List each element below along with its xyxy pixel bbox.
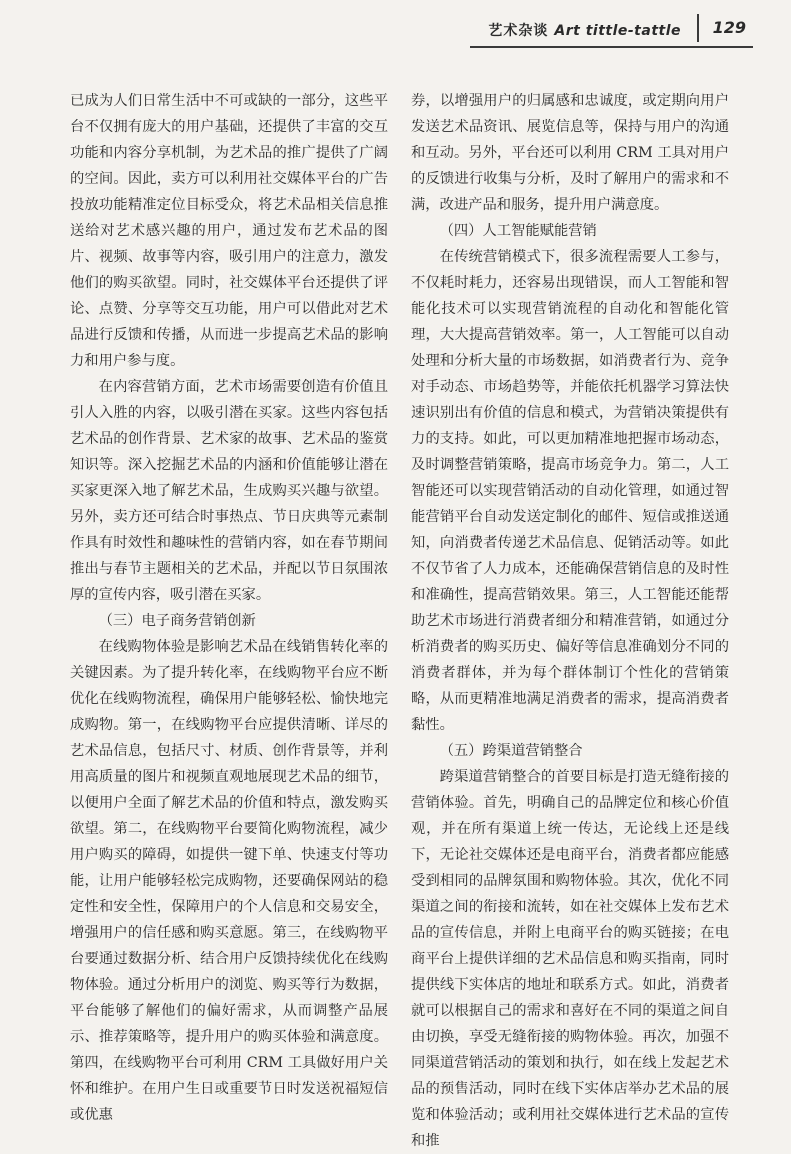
- section-heading: （四）人工智能赋能营销: [439, 223, 597, 239]
- paragraph: 跨渠道营销整合的首要目标是打造无缝衔接的营销体验。首先，明确自己的品牌定位和核心价值观，并在所有渠道上统一传达，无论线上还是线下，无论社交媒体还是电商平台，消费者都应能感受到相同的品牌氛围和购物体验。其次，优化不同渠道之间的衔接和流转，如在社交媒体上发布艺术品的宣传信息，并附上电商平台的购买链接；在电商平台上提供详细的艺术品信息和购买指南，同时提供线下实体店的地址和联系方式。如此，消费者就可以根据自己的需求和喜好在不同的渠道之间自由切换，享受无缝衔接的购物体验。再次，加强不同渠道营销活动的策划和执行，如在线上发起艺术品的预售活动，同时在线下实体店举办艺术品的展览和体验活动；或利用社交媒体进行艺术品的宣传和推: [411, 769, 729, 1149]
- section-title-en: Art tittle-tattle: [554, 23, 681, 39]
- section-title-zh: 艺术杂谈: [488, 23, 549, 39]
- paragraph: 已成为人们日常生活中不可或缺的一部分，这些平台不仅拥有庞大的用户基础，还提供了丰富的交互功能和内容分享机制，为艺术品的推广提供了广阔的空间。因此，卖方可以利用社交媒体平台的广告投放功能精准定位目标受众，将艺术品相关信息推送给对艺术感兴趣的用户，通过发布艺术品的图片、视频、故事等内容，吸引用户的注意力，激发他们的购买欲望。同时，社交媒体平台还提供了评论、点赞、分享等交互功能，用户可以借此对艺术品进行反馈和传播，从而进一步提高艺术品的影响力和用户参与度。: [70, 93, 388, 369]
- page-header: [0, 0, 791, 50]
- section-title: [488, 20, 681, 40]
- right-column: [411, 88, 729, 1154]
- page-number: 129: [712, 18, 746, 37]
- paragraph: 在线购物体验是影响艺术品在线销售转化率的关键因素。为了提升转化率，在线购物平台应不断优化在线购物流程，确保用户能够轻松、愉快地完成购物。第一，在线购物平台应提供清晰、详尽的艺术品信息，包括尺寸、材质、创作背景等，并利用高质量的图片和视频直观地展现艺术品的细节，以便用户全面了解艺术品的价值和特点，激发购买欲望。第二，在线购物平台要简化购物流程，减少用户购买的障碍，如提供一键下单、快速支付等功能，让用户能够轻松完成购物，还要确保网站的稳定性和安全性，保障用户的个人信息和交易安全，增强用户的信任感和购买意愿。第三，在线购物平台要通过数据分析、结合用户反馈持续优化在线购物体验。通过分析用户的浏览、购买等行为数据，平台能够了解他们的偏好需求，从而调整产品展示、推荐策略等，提升用户的购买体验和满意度。第四，在线购物平台可利用 CRM 工具做好用户关怀和维护。在用户生日或重要节日时发送祝福短信或优惠: [70, 639, 388, 1123]
- section-heading: （三）电子商务营销创新: [98, 613, 256, 629]
- section-heading: （五）跨渠道营销整合: [439, 743, 583, 759]
- header-rule: [470, 46, 753, 48]
- header-separator: [697, 14, 699, 42]
- paragraph: 在传统营销模式下，很多流程需要人工参与，不仅耗时耗力，还容易出现错误，而人工智能和智能化技术可以实现营销流程的自动化和智能化管理，大大提高营销效率。第一，人工智能可以自动处理和分析大量的市场数据，如消费者行为、竞争对手动态、市场趋势等，并能依托机器学习算法快速识别出有价值的信息和模式，为营销决策提供有力的支持。如此，可以更加精准地把握市场动态，及时调整营销策略，提高市场竞争力。第二，人工智能还可以实现营销活动的自动化管理，如通过智能营销平台自动发送定制化的邮件、短信或推送通知，向消费者传递艺术品信息、促销活动等。如此不仅节省了人力成本，还能确保营销信息的及时性和准确性，提高营销效果。第三，人工智能还能帮助艺术市场进行消费者细分和精准营销，如通过分析消费者的购买历史、偏好等信息准确划分不同的消费者群体，并为每个群体制订个性化的营销策略，从而更精准地满足消费者的需求，提高消费者黏性。: [411, 249, 729, 733]
- paragraph: 在内容营销方面，艺术市场需要创造有价值且引人入胜的内容，以吸引潜在买家。这些内容包括艺术品的创作背景、艺术家的故事、艺术品的鉴赏知识等。深入挖掘艺术品的内涵和价值能够让潜在买家更深入地了解艺术品，生成购买兴趣与欲望。另外，卖方还可结合时事热点、节日庆典等元素制作具有时效性和趣味性的营销内容，如在春节期间推出与春节主题相关的艺术品，并配以节日氛围浓厚的宣传内容，吸引潜在买家。: [70, 379, 388, 603]
- left-column: [70, 88, 388, 1128]
- paragraph: 券，以增强用户的归属感和忠诚度，或定期向用户发送艺术品资讯、展览信息等，保持与用户的沟通和互动。另外，平台还可以利用 CRM 工具对用户的反馈进行收集与分析，及时了解用户的需求和不满，改进产品和服务，提升用户满意度。: [411, 93, 729, 213]
